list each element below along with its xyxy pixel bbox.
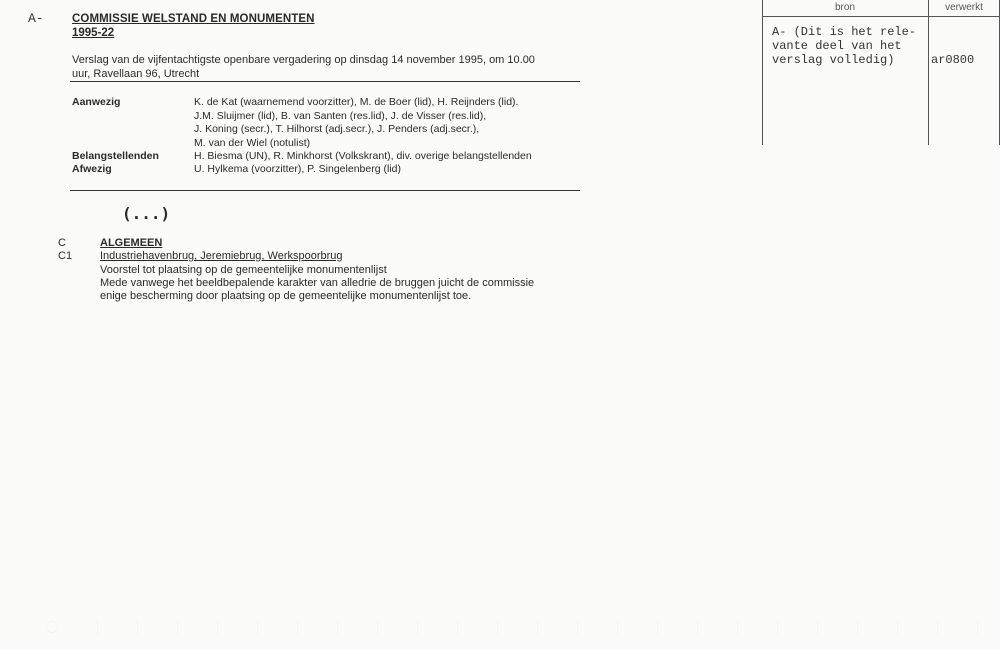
table-border [928,0,929,145]
subsection-code: C1 [58,250,73,262]
present-line: J.M. Sluijmer (lid), B. van Santen (res.lid), J. de Visser (res.lid), [194,110,487,122]
omission-marker: (...) [122,204,171,223]
present-line: M. van der Wiel (notulist) [194,137,311,149]
interested-value: H. Biesma (UN), R. Minkhorst (Volkskrant), div. overige belangstellenden [194,150,532,162]
section-code: C [58,237,66,249]
present-line: J. Koning (secr.), T. Hilhorst (adj.secr.), J. Penders (adj.secr.), [194,123,480,135]
table-border [762,16,1000,17]
report-intro [72,53,582,81]
divider [70,81,580,82]
absent-label: Afwezig [72,163,112,175]
present-line: K. de Kat (waarnemend voorzitter), M. de Boer (lid), H. Reijnders (lid). [194,96,519,108]
body-line: Mede vanwege het beeldbepalende karakter van alledrie de bruggen juicht de commissie [100,277,535,289]
body-line: enige bescherming door plaatsing op de gemeentelijke monumentenlijst toe. [100,290,472,302]
present-label: Aanwezig [72,96,121,108]
document-number: 1995-22 [72,27,115,39]
table-border [762,0,763,145]
column-header-bron: bron [834,2,855,13]
absent-value: U. Hylkema (voorzitter), P. Singelenberg (lid) [194,163,401,175]
divider [70,190,580,191]
document-title: COMMISSIE WELSTAND EN MONUMENTEN [72,13,315,25]
report-line: uur, Ravellaan 96, Utrecht [72,68,200,80]
bron-note: A- (Dit is het rele- vante deel van het verslag volledig) [772,25,917,67]
column-header-verwerkt: verwerkt [945,2,983,13]
scan-artifact [40,620,980,634]
subsection-title: Industriehavenbrug, Jeremiebrug, Werkspoorbrug [100,250,343,262]
interested-label: Belangstellenden [72,150,159,162]
verwerkt-code: ar0800 [931,53,975,67]
body-line: Voorstel tot plaatsing op de gemeentelijke monumentenlijst [100,264,387,276]
report-line: Verslag van de vijfentachtigste openbare vergadering op dinsdag 14 november 1995, om 10.00 [72,54,535,66]
section-title: ALGEMEEN [100,237,163,249]
source-table [762,0,1000,145]
margin-mark: A- [28,11,44,26]
